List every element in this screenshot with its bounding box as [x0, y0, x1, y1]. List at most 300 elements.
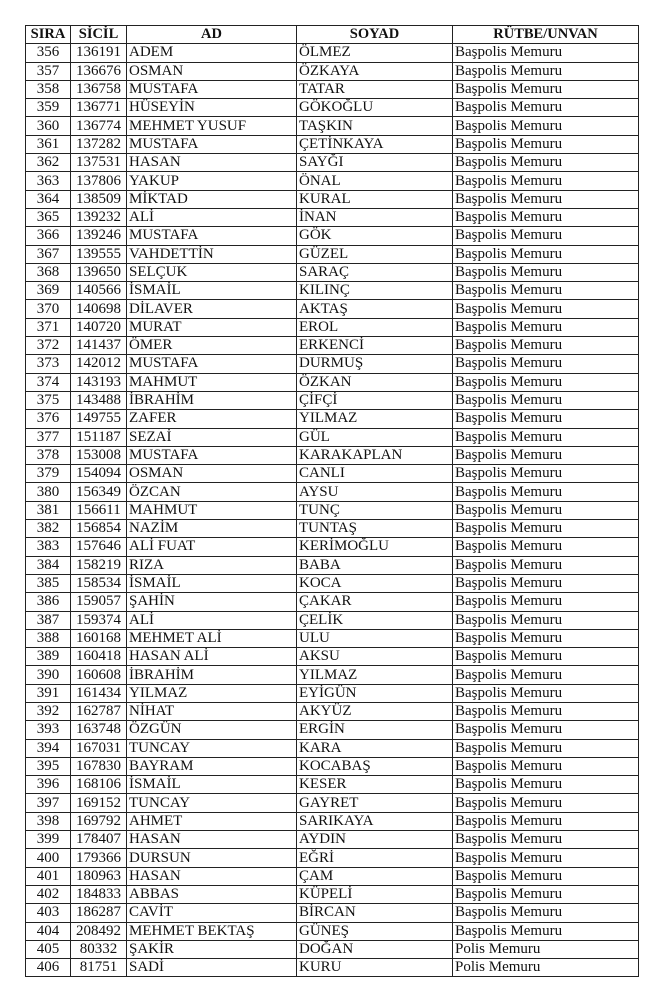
- cell-rutbe: Başpolis Memuru: [453, 593, 639, 611]
- cell-rutbe: Başpolis Memuru: [453, 154, 639, 172]
- cell-sicil: 149755: [71, 410, 127, 428]
- header-sira: SIRA: [26, 26, 71, 44]
- cell-sicil: 136771: [71, 99, 127, 117]
- cell-sicil: 143193: [71, 373, 127, 391]
- cell-soyad: KILINÇ: [297, 282, 453, 300]
- cell-soyad: EYİGÜN: [297, 684, 453, 702]
- cell-sicil: 138509: [71, 190, 127, 208]
- cell-sira: 383: [26, 538, 71, 556]
- cell-rutbe: Başpolis Memuru: [453, 172, 639, 190]
- cell-rutbe: Başpolis Memuru: [453, 483, 639, 501]
- cell-soyad: AKSU: [297, 648, 453, 666]
- cell-soyad: TUNÇ: [297, 501, 453, 519]
- cell-sicil: 160608: [71, 666, 127, 684]
- table-row: [26, 611, 639, 629]
- cell-sicil: 208492: [71, 922, 127, 940]
- cell-ad: HASAN ALİ: [127, 648, 297, 666]
- cell-ad: AHMET: [127, 812, 297, 830]
- cell-ad: ÖMER: [127, 337, 297, 355]
- cell-soyad: BABA: [297, 556, 453, 574]
- cell-rutbe: Başpolis Memuru: [453, 574, 639, 592]
- cell-ad: MEHMET YUSUF: [127, 117, 297, 135]
- cell-rutbe: Başpolis Memuru: [453, 520, 639, 538]
- cell-soyad: ÖNAL: [297, 172, 453, 190]
- cell-ad: CAVİT: [127, 904, 297, 922]
- cell-sira: 397: [26, 794, 71, 812]
- cell-soyad: GÜNEŞ: [297, 922, 453, 940]
- cell-ad: ALİ: [127, 611, 297, 629]
- cell-ad: ZAFER: [127, 410, 297, 428]
- cell-sira: 373: [26, 355, 71, 373]
- cell-sicil: 139555: [71, 245, 127, 263]
- cell-soyad: KARAKAPLAN: [297, 446, 453, 464]
- cell-ad: NİHAT: [127, 702, 297, 720]
- cell-sicil: 139246: [71, 227, 127, 245]
- cell-sicil: 139650: [71, 263, 127, 281]
- cell-soyad: AKYÜZ: [297, 702, 453, 720]
- cell-soyad: SAYĞI: [297, 154, 453, 172]
- cell-ad: HASAN: [127, 867, 297, 885]
- cell-rutbe: Başpolis Memuru: [453, 62, 639, 80]
- cell-ad: TUNCAY: [127, 794, 297, 812]
- cell-ad: YILMAZ: [127, 684, 297, 702]
- cell-rutbe: Başpolis Memuru: [453, 80, 639, 98]
- cell-sira: 357: [26, 62, 71, 80]
- cell-rutbe: Başpolis Memuru: [453, 282, 639, 300]
- cell-rutbe: Başpolis Memuru: [453, 739, 639, 757]
- cell-ad: İBRAHİM: [127, 391, 297, 409]
- cell-sicil: 156854: [71, 520, 127, 538]
- table-row: [26, 355, 639, 373]
- cell-sicil: 163748: [71, 721, 127, 739]
- cell-ad: MİKTAD: [127, 190, 297, 208]
- cell-sira: 358: [26, 80, 71, 98]
- table-row: [26, 959, 639, 977]
- cell-rutbe: Başpolis Memuru: [453, 611, 639, 629]
- table-row: [26, 154, 639, 172]
- cell-rutbe: Başpolis Memuru: [453, 44, 639, 62]
- cell-soyad: AYSU: [297, 483, 453, 501]
- cell-sira: 364: [26, 190, 71, 208]
- cell-rutbe: Başpolis Memuru: [453, 208, 639, 226]
- cell-sira: 367: [26, 245, 71, 263]
- table-row: [26, 849, 639, 867]
- cell-rutbe: Başpolis Memuru: [453, 428, 639, 446]
- cell-sira: 406: [26, 959, 71, 977]
- table-row: [26, 337, 639, 355]
- cell-sicil: 137282: [71, 135, 127, 153]
- table-row: [26, 483, 639, 501]
- cell-sicil: 169792: [71, 812, 127, 830]
- table-row: [26, 190, 639, 208]
- cell-soyad: ÖLMEZ: [297, 44, 453, 62]
- cell-ad: MUSTAFA: [127, 80, 297, 98]
- cell-ad: OSMAN: [127, 62, 297, 80]
- cell-soyad: SARIKAYA: [297, 812, 453, 830]
- cell-sicil: 158534: [71, 574, 127, 592]
- cell-ad: SELÇUK: [127, 263, 297, 281]
- table-row: [26, 648, 639, 666]
- cell-ad: HASAN: [127, 154, 297, 172]
- cell-rutbe: Başpolis Memuru: [453, 318, 639, 336]
- cell-sira: 389: [26, 648, 71, 666]
- cell-sicil: 153008: [71, 446, 127, 464]
- table-row: [26, 282, 639, 300]
- cell-ad: DURSUN: [127, 849, 297, 867]
- cell-sira: 396: [26, 776, 71, 794]
- cell-rutbe: Başpolis Memuru: [453, 849, 639, 867]
- table-row: [26, 245, 639, 263]
- cell-sicil: 81751: [71, 959, 127, 977]
- cell-sira: 392: [26, 702, 71, 720]
- table-row: [26, 410, 639, 428]
- cell-ad: SEZAİ: [127, 428, 297, 446]
- cell-sicil: 160168: [71, 629, 127, 647]
- cell-ad: MAHMUT: [127, 373, 297, 391]
- cell-sicil: 168106: [71, 776, 127, 794]
- table-row: [26, 62, 639, 80]
- table-row: [26, 629, 639, 647]
- cell-ad: ŞAKİR: [127, 940, 297, 958]
- cell-sicil: 136758: [71, 80, 127, 98]
- table-row: [26, 776, 639, 794]
- table-row: [26, 702, 639, 720]
- cell-soyad: TAŞKIN: [297, 117, 453, 135]
- cell-sira: 368: [26, 263, 71, 281]
- personnel-table: [25, 25, 639, 977]
- cell-sira: 405: [26, 940, 71, 958]
- cell-soyad: DOĞAN: [297, 940, 453, 958]
- cell-soyad: KURU: [297, 959, 453, 977]
- cell-soyad: ÇAM: [297, 867, 453, 885]
- cell-sira: 372: [26, 337, 71, 355]
- cell-sicil: 137806: [71, 172, 127, 190]
- cell-sira: 404: [26, 922, 71, 940]
- cell-rutbe: Başpolis Memuru: [453, 867, 639, 885]
- cell-rutbe: Başpolis Memuru: [453, 501, 639, 519]
- cell-sicil: 156349: [71, 483, 127, 501]
- cell-sira: 369: [26, 282, 71, 300]
- table-row: [26, 556, 639, 574]
- cell-soyad: KESER: [297, 776, 453, 794]
- cell-ad: ABBAS: [127, 885, 297, 903]
- table-row: [26, 446, 639, 464]
- cell-soyad: AKTAŞ: [297, 300, 453, 318]
- table-row: [26, 172, 639, 190]
- cell-rutbe: Başpolis Memuru: [453, 373, 639, 391]
- cell-sira: 398: [26, 812, 71, 830]
- table-row: [26, 428, 639, 446]
- table-row: [26, 666, 639, 684]
- cell-sira: 394: [26, 739, 71, 757]
- cell-rutbe: Başpolis Memuru: [453, 885, 639, 903]
- cell-sicil: 158219: [71, 556, 127, 574]
- table-row: [26, 208, 639, 226]
- header-ad: AD: [127, 26, 297, 44]
- cell-rutbe: Başpolis Memuru: [453, 922, 639, 940]
- table-row: [26, 867, 639, 885]
- cell-sicil: 151187: [71, 428, 127, 446]
- cell-ad: İSMAİL: [127, 282, 297, 300]
- cell-rutbe: Başpolis Memuru: [453, 300, 639, 318]
- table-row: [26, 318, 639, 336]
- table-body: [26, 44, 639, 977]
- table-row: [26, 465, 639, 483]
- cell-rutbe: Başpolis Memuru: [453, 831, 639, 849]
- cell-ad: HASAN: [127, 831, 297, 849]
- cell-ad: MUSTAFA: [127, 446, 297, 464]
- cell-ad: MURAT: [127, 318, 297, 336]
- table-row: [26, 812, 639, 830]
- cell-sira: 371: [26, 318, 71, 336]
- cell-sicil: 80332: [71, 940, 127, 958]
- cell-rutbe: Başpolis Memuru: [453, 629, 639, 647]
- header-row: [26, 26, 639, 44]
- cell-rutbe: Başpolis Memuru: [453, 245, 639, 263]
- table-header: [26, 26, 639, 44]
- cell-soyad: ÇELİK: [297, 611, 453, 629]
- cell-sira: 390: [26, 666, 71, 684]
- cell-soyad: ERGİN: [297, 721, 453, 739]
- cell-sira: 365: [26, 208, 71, 226]
- cell-sira: 374: [26, 373, 71, 391]
- table-row: [26, 263, 639, 281]
- cell-soyad: BİRCAN: [297, 904, 453, 922]
- cell-ad: VAHDETTİN: [127, 245, 297, 263]
- cell-ad: MEHMET ALİ: [127, 629, 297, 647]
- cell-ad: MUSTAFA: [127, 355, 297, 373]
- cell-ad: OSMAN: [127, 465, 297, 483]
- table-row: [26, 520, 639, 538]
- cell-sicil: 162787: [71, 702, 127, 720]
- cell-rutbe: Başpolis Memuru: [453, 666, 639, 684]
- cell-sicil: 160418: [71, 648, 127, 666]
- cell-rutbe: Başpolis Memuru: [453, 410, 639, 428]
- cell-sira: 401: [26, 867, 71, 885]
- cell-ad: İSMAİL: [127, 776, 297, 794]
- cell-soyad: DURMUŞ: [297, 355, 453, 373]
- cell-sicil: 140698: [71, 300, 127, 318]
- cell-soyad: KOCA: [297, 574, 453, 592]
- cell-sicil: 167830: [71, 757, 127, 775]
- header-sicil: SİCİL: [71, 26, 127, 44]
- table-row: [26, 135, 639, 153]
- cell-sira: 382: [26, 520, 71, 538]
- cell-rutbe: Başpolis Memuru: [453, 227, 639, 245]
- cell-ad: ÖZGÜN: [127, 721, 297, 739]
- cell-ad: MEHMET BEKTAŞ: [127, 922, 297, 940]
- cell-sira: 399: [26, 831, 71, 849]
- cell-sicil: 159057: [71, 593, 127, 611]
- cell-ad: DİLAVER: [127, 300, 297, 318]
- cell-rutbe: Başpolis Memuru: [453, 446, 639, 464]
- cell-sira: 376: [26, 410, 71, 428]
- cell-rutbe: Başpolis Memuru: [453, 556, 639, 574]
- cell-sira: 377: [26, 428, 71, 446]
- cell-ad: İBRAHİM: [127, 666, 297, 684]
- table-row: [26, 391, 639, 409]
- cell-sira: 393: [26, 721, 71, 739]
- cell-rutbe: Polis Memuru: [453, 940, 639, 958]
- table-row: [26, 373, 639, 391]
- table-row: [26, 80, 639, 98]
- cell-sicil: 140720: [71, 318, 127, 336]
- cell-ad: RIZA: [127, 556, 297, 574]
- table-row: [26, 757, 639, 775]
- cell-sicil: 161434: [71, 684, 127, 702]
- table-row: [26, 739, 639, 757]
- cell-sira: 379: [26, 465, 71, 483]
- cell-soyad: YILMAZ: [297, 666, 453, 684]
- table-row: [26, 44, 639, 62]
- table-row: [26, 538, 639, 556]
- cell-sira: 402: [26, 885, 71, 903]
- table-row: [26, 885, 639, 903]
- cell-rutbe: Polis Memuru: [453, 959, 639, 977]
- cell-ad: HÜSEYİN: [127, 99, 297, 117]
- cell-sira: 363: [26, 172, 71, 190]
- cell-sicil: 169152: [71, 794, 127, 812]
- cell-soyad: ERKENCİ: [297, 337, 453, 355]
- table-row: [26, 117, 639, 135]
- cell-ad: ÖZCAN: [127, 483, 297, 501]
- cell-soyad: KÜPELİ: [297, 885, 453, 903]
- table-row: [26, 300, 639, 318]
- cell-rutbe: Başpolis Memuru: [453, 904, 639, 922]
- table-row: [26, 99, 639, 117]
- cell-soyad: SARAÇ: [297, 263, 453, 281]
- cell-soyad: KARA: [297, 739, 453, 757]
- cell-soyad: GÜL: [297, 428, 453, 446]
- cell-ad: SADİ: [127, 959, 297, 977]
- cell-sicil: 178407: [71, 831, 127, 849]
- cell-rutbe: Başpolis Memuru: [453, 117, 639, 135]
- cell-rutbe: Başpolis Memuru: [453, 648, 639, 666]
- cell-sicil: 140566: [71, 282, 127, 300]
- cell-sira: 380: [26, 483, 71, 501]
- cell-soyad: KERİMOĞLU: [297, 538, 453, 556]
- table-row: [26, 574, 639, 592]
- cell-sicil: 156611: [71, 501, 127, 519]
- table-row: [26, 593, 639, 611]
- table-row: [26, 904, 639, 922]
- cell-sicil: 142012: [71, 355, 127, 373]
- cell-sira: 400: [26, 849, 71, 867]
- cell-sira: 356: [26, 44, 71, 62]
- header-rutbe: RÜTBE/UNVAN: [453, 26, 639, 44]
- table-row: [26, 940, 639, 958]
- cell-sira: 361: [26, 135, 71, 153]
- cell-soyad: ÇAKAR: [297, 593, 453, 611]
- cell-rutbe: Başpolis Memuru: [453, 99, 639, 117]
- cell-sicil: 157646: [71, 538, 127, 556]
- cell-sira: 388: [26, 629, 71, 647]
- cell-rutbe: Başpolis Memuru: [453, 794, 639, 812]
- cell-soyad: GÜZEL: [297, 245, 453, 263]
- cell-soyad: AYDIN: [297, 831, 453, 849]
- cell-rutbe: Başpolis Memuru: [453, 757, 639, 775]
- cell-sira: 395: [26, 757, 71, 775]
- table-row: [26, 721, 639, 739]
- cell-sira: 370: [26, 300, 71, 318]
- cell-ad: ALİ: [127, 208, 297, 226]
- cell-ad: YAKUP: [127, 172, 297, 190]
- cell-sira: 359: [26, 99, 71, 117]
- cell-ad: ADEM: [127, 44, 297, 62]
- cell-sira: 387: [26, 611, 71, 629]
- cell-rutbe: Başpolis Memuru: [453, 190, 639, 208]
- cell-sicil: 136191: [71, 44, 127, 62]
- cell-ad: ŞAHİN: [127, 593, 297, 611]
- cell-sicil: 136774: [71, 117, 127, 135]
- cell-soyad: İNAN: [297, 208, 453, 226]
- cell-sicil: 141437: [71, 337, 127, 355]
- cell-soyad: EROL: [297, 318, 453, 336]
- table-row: [26, 831, 639, 849]
- cell-rutbe: Başpolis Memuru: [453, 812, 639, 830]
- cell-sira: 362: [26, 154, 71, 172]
- table-row: [26, 922, 639, 940]
- cell-sicil: 180963: [71, 867, 127, 885]
- cell-rutbe: Başpolis Memuru: [453, 702, 639, 720]
- cell-sicil: 184833: [71, 885, 127, 903]
- cell-sicil: 143488: [71, 391, 127, 409]
- cell-soyad: YILMAZ: [297, 410, 453, 428]
- cell-rutbe: Başpolis Memuru: [453, 391, 639, 409]
- cell-sicil: 137531: [71, 154, 127, 172]
- cell-sira: 366: [26, 227, 71, 245]
- cell-rutbe: Başpolis Memuru: [453, 263, 639, 281]
- cell-sicil: 167031: [71, 739, 127, 757]
- cell-soyad: KOCABAŞ: [297, 757, 453, 775]
- cell-sira: 386: [26, 593, 71, 611]
- table-row: [26, 501, 639, 519]
- cell-soyad: KURAL: [297, 190, 453, 208]
- table-row: [26, 794, 639, 812]
- cell-soyad: GAYRET: [297, 794, 453, 812]
- cell-sira: 391: [26, 684, 71, 702]
- cell-ad: ALİ FUAT: [127, 538, 297, 556]
- cell-sira: 384: [26, 556, 71, 574]
- table-row: [26, 684, 639, 702]
- cell-rutbe: Başpolis Memuru: [453, 135, 639, 153]
- cell-soyad: ÇETİNKAYA: [297, 135, 453, 153]
- cell-ad: MAHMUT: [127, 501, 297, 519]
- cell-rutbe: Başpolis Memuru: [453, 538, 639, 556]
- cell-soyad: TATAR: [297, 80, 453, 98]
- cell-soyad: TUNTAŞ: [297, 520, 453, 538]
- cell-rutbe: Başpolis Memuru: [453, 776, 639, 794]
- cell-sira: 375: [26, 391, 71, 409]
- table-row: [26, 227, 639, 245]
- cell-sicil: 139232: [71, 208, 127, 226]
- cell-rutbe: Başpolis Memuru: [453, 721, 639, 739]
- cell-soyad: ÖZKAYA: [297, 62, 453, 80]
- cell-soyad: EĞRİ: [297, 849, 453, 867]
- cell-sira: 403: [26, 904, 71, 922]
- header-soyad: SOYAD: [297, 26, 453, 44]
- cell-sicil: 179366: [71, 849, 127, 867]
- cell-ad: TUNCAY: [127, 739, 297, 757]
- cell-ad: BAYRAM: [127, 757, 297, 775]
- cell-rutbe: Başpolis Memuru: [453, 355, 639, 373]
- cell-soyad: ULU: [297, 629, 453, 647]
- cell-sicil: 159374: [71, 611, 127, 629]
- cell-sira: 381: [26, 501, 71, 519]
- cell-rutbe: Başpolis Memuru: [453, 337, 639, 355]
- cell-ad: MUSTAFA: [127, 227, 297, 245]
- cell-sicil: 186287: [71, 904, 127, 922]
